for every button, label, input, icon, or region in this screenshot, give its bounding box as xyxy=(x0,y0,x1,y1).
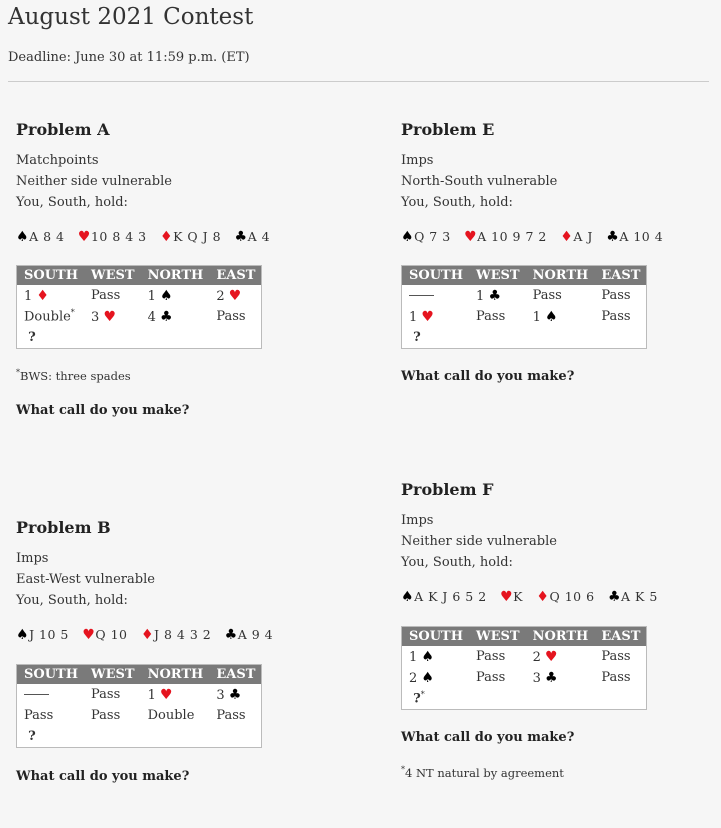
bid: 2 ♠ xyxy=(409,669,434,686)
club-icon: ♣ xyxy=(607,589,622,605)
problem-e xyxy=(401,120,721,384)
bid-question: ?* xyxy=(413,690,425,707)
bid: Pass xyxy=(216,309,246,324)
question: What call do you make? xyxy=(16,402,190,418)
auction-row xyxy=(17,705,262,726)
bid: Pass xyxy=(601,288,631,303)
header-west: WEST xyxy=(469,266,526,286)
bid: 1 ♥ xyxy=(409,308,434,325)
hold-label: You, South, hold: xyxy=(401,555,513,570)
bid: Pass xyxy=(91,288,121,303)
header-north: NORTH xyxy=(526,627,595,647)
heart-icon: ♥ xyxy=(228,287,242,304)
header-east: EAST xyxy=(209,266,262,286)
header-west: WEST xyxy=(469,627,526,647)
scoring: Imps xyxy=(401,513,434,528)
question: What call do you make? xyxy=(401,369,575,384)
bid: 3 ♣ xyxy=(216,686,242,703)
bid: 2 ♥ xyxy=(532,648,558,665)
auction-row xyxy=(17,306,262,327)
club-icon: ♣ xyxy=(234,229,248,245)
bid: Pass xyxy=(91,708,121,723)
hand xyxy=(16,229,336,245)
footnote-mark: * xyxy=(70,308,75,318)
auction-table xyxy=(401,626,647,710)
diamond-icon: ♦ xyxy=(560,229,574,245)
hearts-holding: A 10 9 7 2 xyxy=(477,229,547,244)
diamond-icon: ♦ xyxy=(36,287,49,304)
club-icon: ♣ xyxy=(224,627,238,643)
vulnerability: East-West vulnerable xyxy=(16,572,155,587)
bid: Pass xyxy=(216,708,246,723)
diamonds-holding: K Q J 8 xyxy=(173,229,222,244)
auction-table xyxy=(16,265,262,349)
hearts-holding: 10 8 4 3 xyxy=(90,229,147,244)
bid: Pass xyxy=(532,288,562,303)
bid: Pass xyxy=(601,309,631,324)
club-icon: ♣ xyxy=(488,287,501,304)
spades-holding: A K J 6 5 2 xyxy=(414,589,487,604)
bid: Pass xyxy=(476,649,506,664)
auction-row xyxy=(17,726,262,748)
footnote: *4 NT natural by agreement xyxy=(401,765,564,780)
bid: Double* xyxy=(24,308,75,325)
club-icon: ♣ xyxy=(160,308,173,325)
problem-title: Problem E xyxy=(401,120,495,139)
bid: 1 ♦ xyxy=(24,287,49,304)
hand xyxy=(16,627,336,643)
header-south: SOUTH xyxy=(17,266,85,286)
bid: Pass xyxy=(476,670,506,685)
clubs-holding: A K 5 xyxy=(621,589,658,604)
auction-table xyxy=(401,265,647,349)
spades-holding: A 8 4 xyxy=(29,229,65,244)
bid: 1 ♥ xyxy=(147,686,173,703)
spades-holding: J 10 5 xyxy=(29,627,69,642)
hold-label: You, South, hold: xyxy=(401,195,513,210)
page-title: August 2021 Contest xyxy=(8,4,254,30)
hearts-holding: Q 10 xyxy=(95,627,128,642)
auction-row xyxy=(17,285,262,306)
bid-question: ? xyxy=(28,729,36,744)
diamonds-holding: A J xyxy=(573,229,593,244)
clubs-holding: A 10 4 xyxy=(619,229,664,244)
heart-icon: ♥ xyxy=(82,627,96,643)
spade-icon: ♠ xyxy=(421,648,434,665)
bid-dash xyxy=(402,285,470,306)
diamond-icon: ♦ xyxy=(160,229,174,245)
diamond-icon: ♦ xyxy=(536,589,550,605)
footnote-mark: * xyxy=(420,690,425,700)
auction-row xyxy=(402,285,647,306)
bid: Pass xyxy=(476,309,506,324)
auction-row xyxy=(17,684,262,705)
bid: 2 ♥ xyxy=(216,287,242,304)
club-icon: ♣ xyxy=(228,686,242,703)
bid: Pass xyxy=(91,687,121,702)
bid: 1 ♠ xyxy=(147,287,173,304)
bid: 1 ♠ xyxy=(532,308,558,325)
scoring: Imps xyxy=(401,153,434,168)
bid: 1 ♠ xyxy=(409,648,434,665)
hold-label: You, South, hold: xyxy=(16,195,128,210)
heart-icon: ♥ xyxy=(464,229,478,245)
header-south: SOUTH xyxy=(17,665,85,685)
problem-title: Problem B xyxy=(16,518,111,537)
spade-icon: ♠ xyxy=(160,287,173,304)
header-east: EAST xyxy=(594,627,647,647)
bid: Pass xyxy=(24,708,54,723)
auction-row xyxy=(17,327,262,349)
club-icon: ♣ xyxy=(545,669,558,686)
heart-icon: ♥ xyxy=(545,648,558,665)
deadline: Deadline: June 30 at 11:59 p.m. (ET) xyxy=(8,50,250,65)
spade-icon: ♠ xyxy=(545,308,558,325)
bid: 3 ♥ xyxy=(91,308,116,325)
header-east: EAST xyxy=(594,266,647,286)
bid: Pass xyxy=(601,670,631,685)
header-north: NORTH xyxy=(526,266,595,286)
vulnerability: North-South vulnerable xyxy=(401,174,558,189)
header-north: NORTH xyxy=(141,266,210,286)
clubs-holding: A 4 xyxy=(247,229,271,244)
scoring: Matchpoints xyxy=(16,153,99,168)
vulnerability: Neither side vulnerable xyxy=(401,534,557,549)
bid: Double xyxy=(147,708,195,723)
problem-title: Problem A xyxy=(16,120,110,139)
heart-icon: ♥ xyxy=(421,308,434,325)
diamond-icon: ♦ xyxy=(140,627,154,643)
problem-a xyxy=(16,120,336,418)
auction-row xyxy=(402,646,647,667)
header-east: EAST xyxy=(209,665,262,685)
hold-label: You, South, hold: xyxy=(16,593,128,608)
auction-row xyxy=(402,327,647,349)
auction-header xyxy=(402,266,647,286)
spade-icon: ♠ xyxy=(421,669,434,686)
bid-dash xyxy=(17,684,85,705)
hand xyxy=(401,229,721,245)
header-west: WEST xyxy=(84,266,141,286)
spade-icon: ♠ xyxy=(16,627,30,643)
header-south: SOUTH xyxy=(402,627,470,647)
spade-icon: ♠ xyxy=(401,229,415,245)
problem-b xyxy=(16,518,336,784)
auction-row xyxy=(402,688,647,710)
bid: 1 ♣ xyxy=(476,287,501,304)
header-south: SOUTH xyxy=(402,266,470,286)
auction-table xyxy=(16,664,262,748)
spades-holding: Q 7 3 xyxy=(414,229,451,244)
vulnerability: Neither side vulnerable xyxy=(16,174,172,189)
footnote: *BWS: three spades xyxy=(16,368,131,383)
problem-title: Problem F xyxy=(401,480,494,499)
spade-icon: ♠ xyxy=(16,229,30,245)
hearts-holding: K xyxy=(513,589,523,604)
auction-row xyxy=(402,667,647,688)
heart-icon: ♥ xyxy=(160,686,173,703)
question: What call do you make? xyxy=(401,730,575,745)
problem-f xyxy=(401,480,721,780)
spade-icon: ♠ xyxy=(401,589,415,605)
club-icon: ♣ xyxy=(606,229,620,245)
scoring: Imps xyxy=(16,551,49,566)
diamonds-holding: Q 10 6 xyxy=(549,589,595,604)
auction-row xyxy=(402,306,647,327)
bid: Pass xyxy=(601,649,631,664)
diamonds-holding: J 8 4 3 2 xyxy=(154,627,212,642)
heart-icon: ♥ xyxy=(103,308,116,325)
auction-header xyxy=(17,266,262,286)
heart-icon: ♥ xyxy=(500,589,514,605)
bid: 3 ♣ xyxy=(532,669,558,686)
heart-icon: ♥ xyxy=(77,229,91,245)
bid-question: ? xyxy=(413,330,421,345)
clubs-holding: A 9 4 xyxy=(237,627,274,642)
auction-header xyxy=(17,665,262,685)
bid-question: ? xyxy=(28,330,36,345)
header-west: WEST xyxy=(84,665,141,685)
divider xyxy=(8,81,709,82)
hand xyxy=(401,589,721,605)
bid: 4 ♣ xyxy=(147,308,173,325)
header-north: NORTH xyxy=(141,665,210,685)
question: What call do you make? xyxy=(16,769,190,784)
auction-header xyxy=(402,627,647,647)
